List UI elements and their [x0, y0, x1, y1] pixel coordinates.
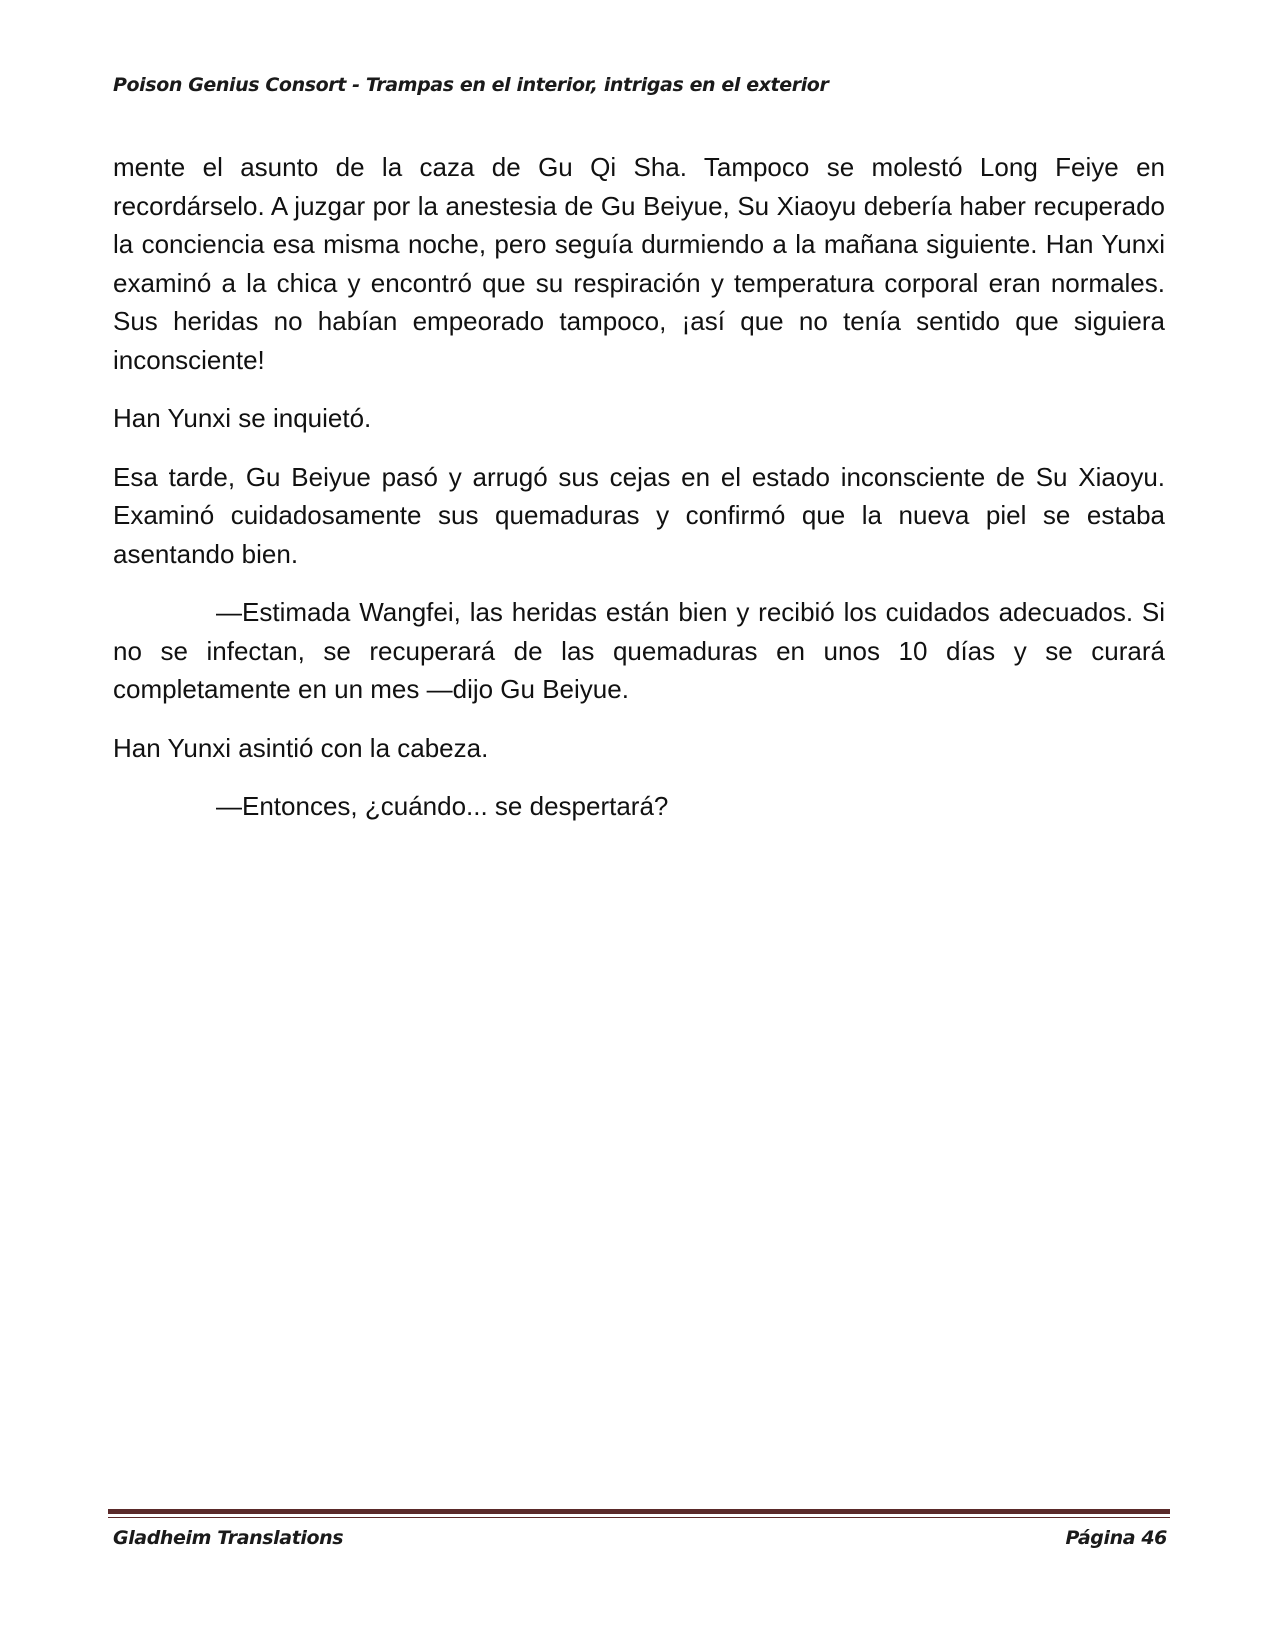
paragraph: mente el asunto de la caza de Gu Qi Sha. Tampoco se molestó Long Feiye en recordárselo. A juzgar por la anestesia de Gu Beiyue, Su Xiaoyu debería haber recuperado la conciencia esa misma noche, pero seguía durmiendo a la mañana siguiente. Han Yunxi examinó a la chica y encontró que su respiración y temperatura corporal eran normales. Sus heridas no habían empeorado tampoco, ¡así que no tenía sentido que siguiera inconsciente! — [113, 152, 1165, 375]
footer-divider-thin — [108, 1517, 1170, 1518]
paragraph: Han Yunxi se inquietó. — [113, 403, 372, 433]
footer-publisher: Gladheim Translations — [113, 1527, 344, 1549]
footer-divider — [108, 1509, 1170, 1514]
dialogue-paragraph: —Estimada Wangfei, las heridas están bien y recibió los cuidados adecuados. Si no se infectan, se recuperará de las quemaduras en unos 10 días y se curará completamente en un mes —dijo Gu Beiyue. — [113, 597, 1165, 704]
paragraph: Han Yunxi asintió con la cabeza. — [113, 732, 489, 763]
paragraph: Esa tarde, Gu Beiyue pasó y arrugó sus cejas en el estado inconsciente de Su Xiaoyu. Examinó cuidadosamente sus quemaduras y confirmó que la nueva piel se estaba asentando bien. — [113, 461, 1165, 569]
dialogue-paragraph: —Entonces, ¿cuándo... se despertará? — [216, 791, 669, 821]
running-header: Poison Genius Consort - Trampas en el interior, intrigas en el exterior — [113, 74, 829, 96]
page-body — [113, 148, 1165, 846]
page-number: Página 46 — [1065, 1527, 1167, 1549]
